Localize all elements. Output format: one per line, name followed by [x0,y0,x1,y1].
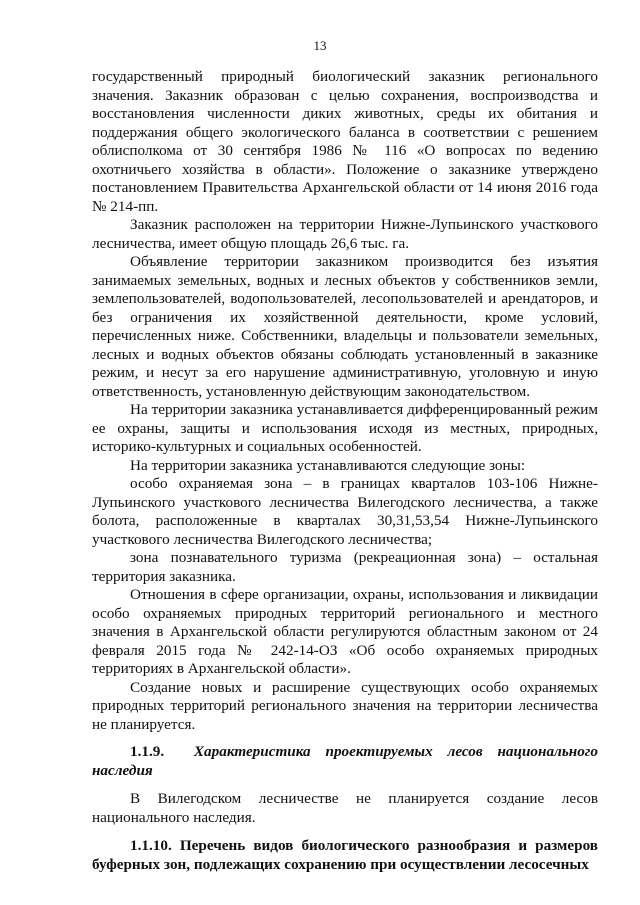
page-number: 13 [313,38,327,53]
paragraph-reserve-description: государственный природный биологический заказник регионального значения. Заказник образован с целью сохранения, воспроизводства и восстановления численности диких животных, среды их обитания и поддержания общего экологического баланса в соответствии с решением облисполкома от 30 сентября 1986 № 116 «О вопросах по ведению охотничьего хозяйства в области». Положение о заказнике утверждено постановлением Правительства Архангельской области от 14 июня 2016 года № 214-пп. [92,68,598,215]
spacer [92,780,598,790]
paragraph-zones-intro: На территории заказника устанавливаются следующие зоны: [130,456,526,474]
page-content [92,68,598,874]
paragraph-reserve-location: Заказник расположен на территории Нижне-Лупьинского участкового лесничества, имеет общую площадь 26,6 тыс. га. [92,216,598,252]
section-heading-1-1-10 [92,837,598,874]
paragraph-recreation-zone: зона познавательного туризма (рекреационная зона) – остальная территория заказника. [92,549,598,585]
section-number: 1.1.10. [130,837,172,854]
paragraph-no-new-territories: Создание новых и расширение существующих особо охраняемых природных территорий регионального значения на территории лесничества не планируется. [92,678,598,733]
spacer [92,734,598,743]
paragraph-national-heritage: В Вилегодском лесничестве не планируется создание лесов национального наследия. [92,790,598,826]
paragraph-differentiated-regime: На территории заказника устанавливается дифференцированный режим ее охраны, защиты и использования исходя из местных, природных, историко-культурных и социальных особенностей. [92,401,598,455]
paragraph-regional-law: Отношения в сфере организации, охраны, использования и ликвидации особо охраняемых природных территорий регионального и местного значения в Архангельской области регулируются областным законом от 24 февраля 2015 года № 242-14-ОЗ «Об особо охраняемых природных территориях в Архангельской области». [92,586,598,677]
paragraph-protected-zone: особо охраняемая зона – в границах кварталов 103-106 Нижне-Лупьинского участкового лесничества Вилегодского лесничества, а также болота, расположенные в кварталах 30,31,53,54 Нижне-Лупьинского участкового лесничества Вилегодского лесничества; [92,475,598,548]
section-number: 1.1.9. [130,743,165,760]
section-title: Перечень видов биологического разнообразия и размеров буферных зон, подлежащих сохранению при осуществлении лесосечных [92,837,599,873]
section-title: Характеристика проектируемых лесов национального наследия [92,743,598,779]
spacer [92,827,598,837]
paragraph-reserve-regime: Объявление территории заказником производится без изъятия занимаемых земельных, водных и лесных объектов у собственников земли, землепользователей, водопользователей, лесопользователей и арендаторов, и без ограничения их хозяйственной деятельности, кроме условий, перечисленных ниже. Собственники, владельцы и пользователи земельных, лесных и водных объектов обязаны соблюдать установленный в заказнике режим, и несут за его нарушение административную, уголовную и иную ответственность, установленную действующим законодательством. [92,253,598,400]
section-heading-1-1-9 [92,743,598,780]
